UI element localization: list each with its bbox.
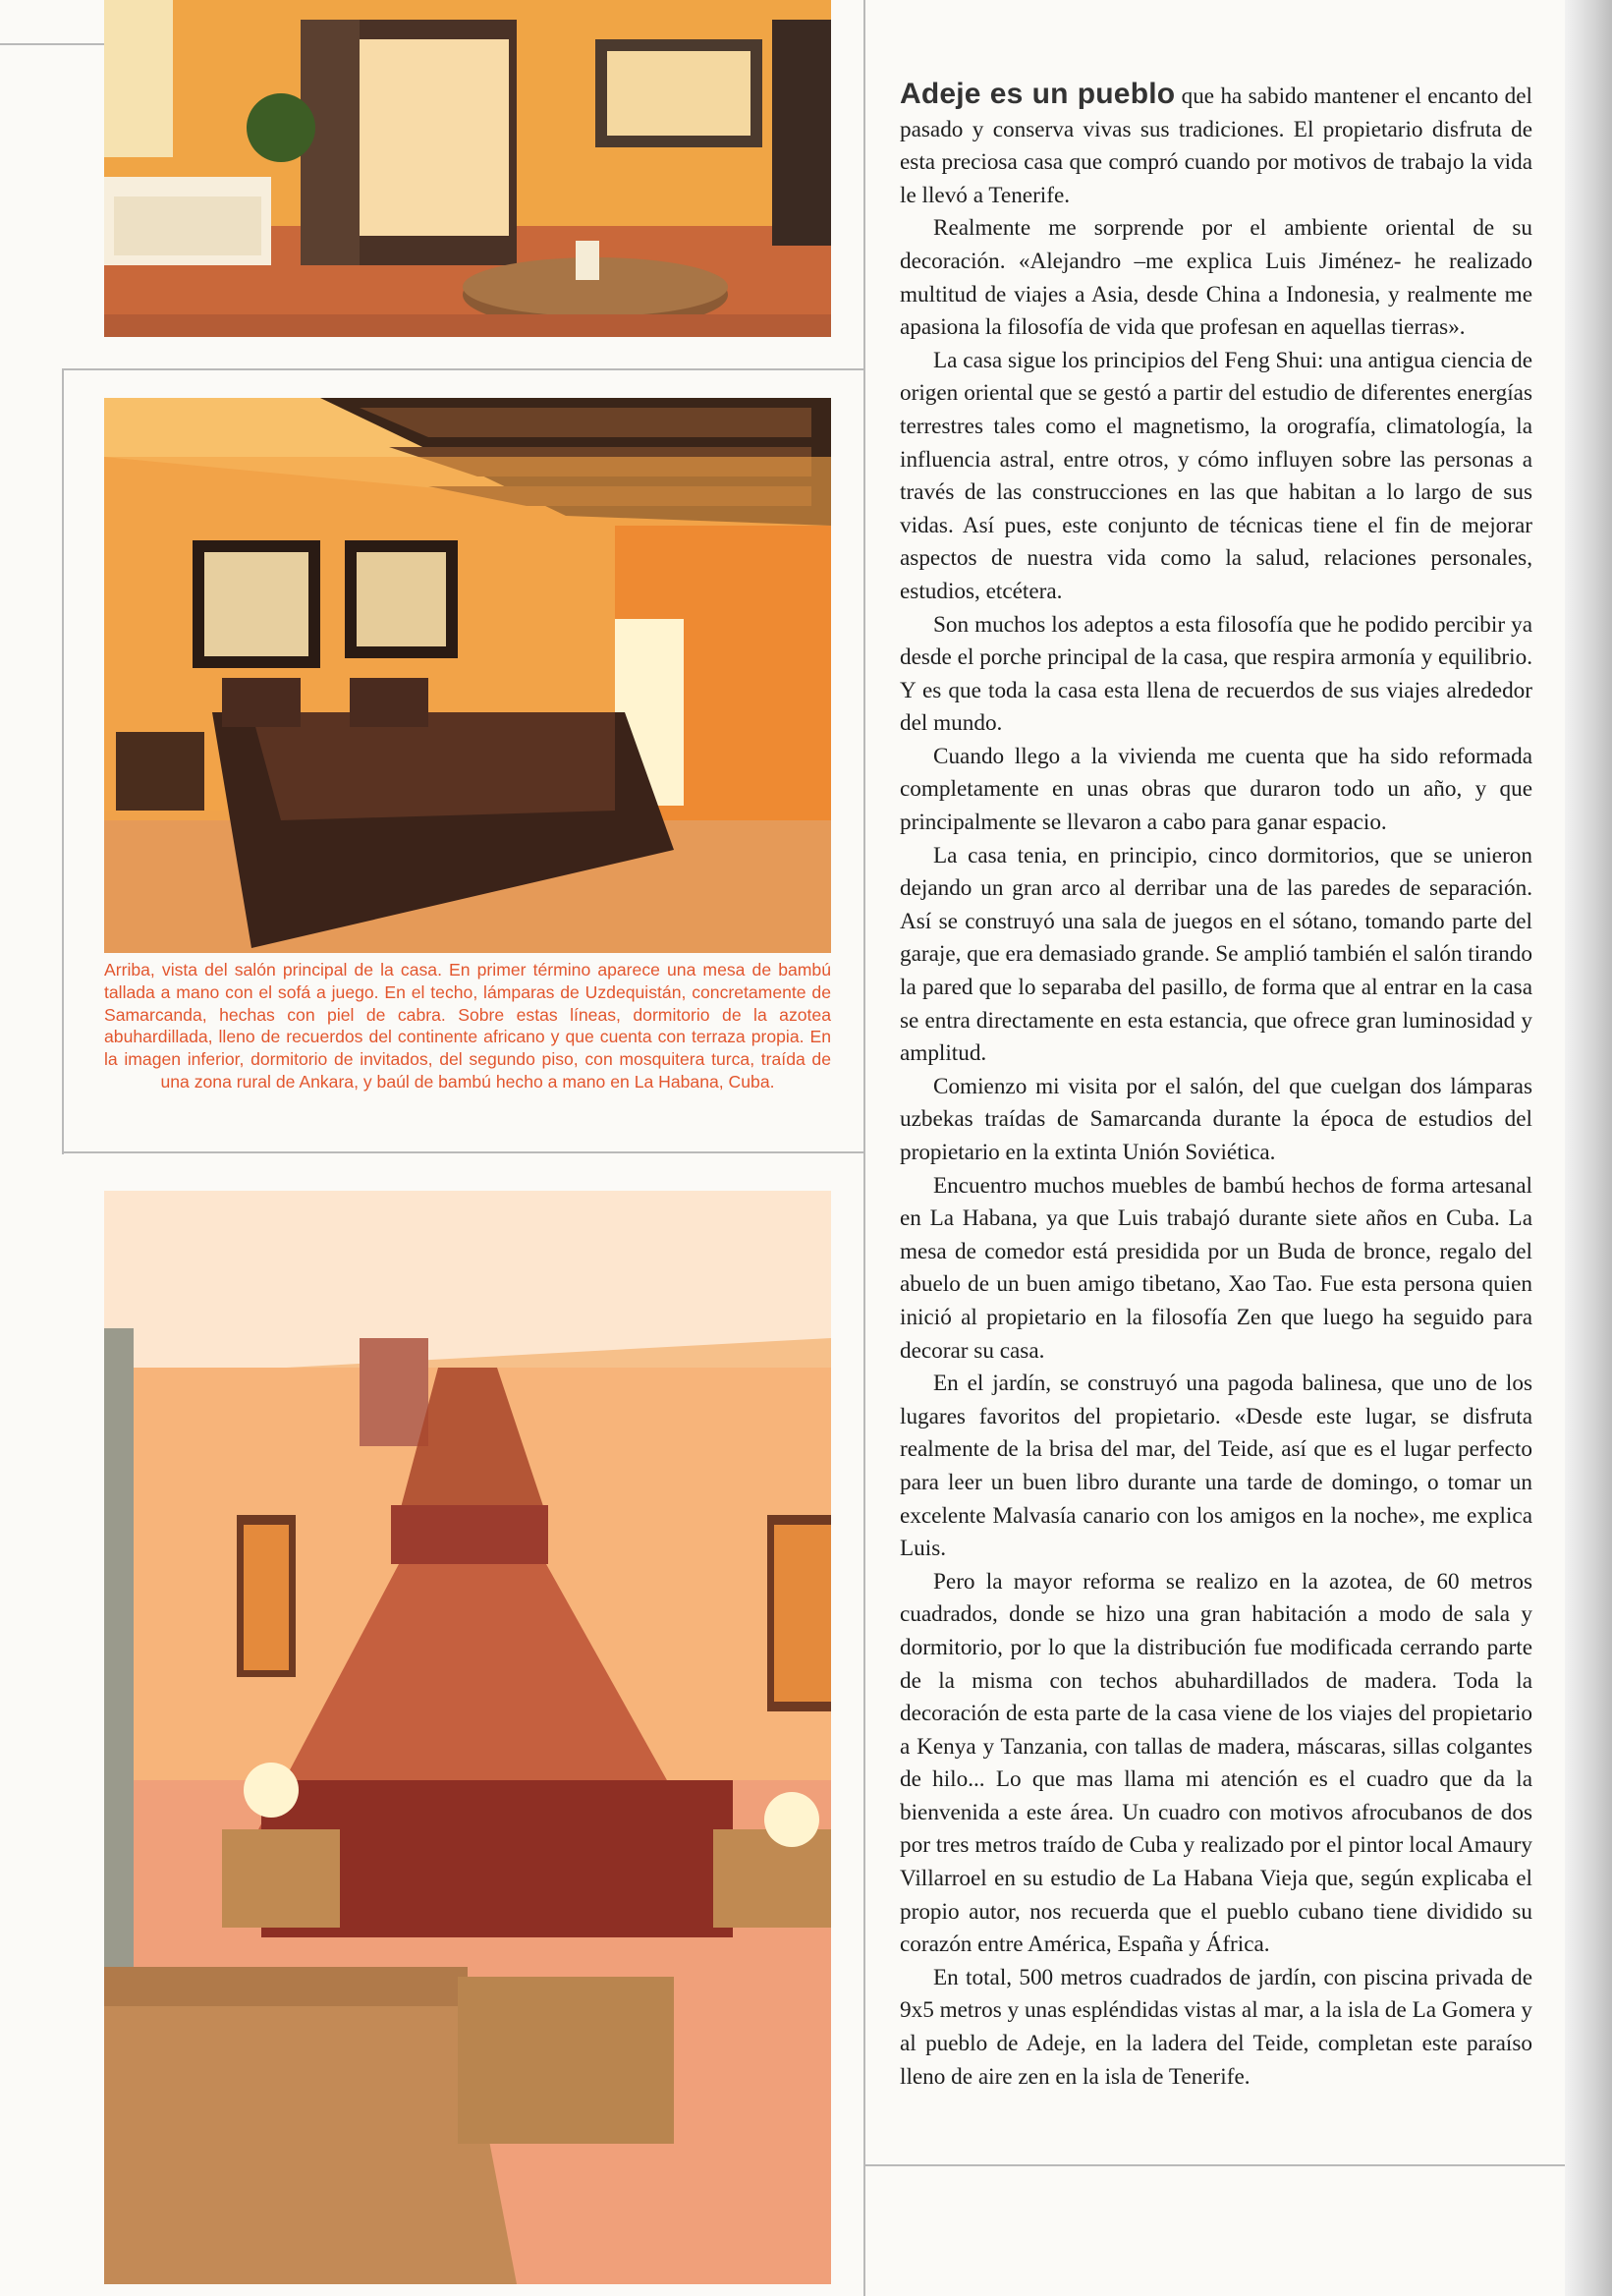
bottom-line [864,2164,1612,2166]
guest-bedroom-photo [104,1191,831,2284]
living-room-photo [104,0,831,337]
article-paragraph: Pero la mayor reforma se realizo en la azotea, de 60 metros cuadrados, donde se hizo una gran habitación a modo de sala y dormitorio, por lo que la distribución fue modificada cerrando parte de la misma con techos abuhardillados de madera. Toda la decoración de esta parte de la casa viene de los viajes del propietario a Kenya y Tanzania, con tallas de madera, máscaras, sillas colgantes de hilo... Lo que mas llama mi atención es el cuadro que da la bienvenida a este área. Un cuadro con motivos afrocubanos de dos por tres metros traído de Cuba y realizado por el pintor local Amaury Villarroel en su estudio de La Habana Vieja que, según explicaba el propio autor, nos recuerda que el pueblo cubano tiene dividido su corazón entre América, España y África. [900,1568,1532,1958]
article-paragraph: Son muchos los adeptos a esta filosofía que he podido percibir ya desde el porche principal de la casa, que respira armonía y equilibrio. Y es que toda la casa esta llena de recuerdos de sus viajes alrededor del mundo. [900,611,1532,737]
left-margin-line [62,368,64,1154]
page-edge-shadow [1565,0,1612,2296]
article-paragraph: En el jardín, se construyó una pagoda balinesa, que uno de los lugares favoritos del propietario. «Desde este lugar, se disfruta realmente de la brisa del mar, del Teide, así que es el lugar perfecto para leer un buen libro durante una tarde de domingo, o tomar un excelente Malvasía canario con los amigos en la noche», me explica Luis. [900,1371,1532,1562]
article-paragraph: La casa tenia, en principio, cinco dormitorios, que se unieron dejando un gran arco al derribar una de las paredes de separación. Así se construyó una sala de juegos en el sótano, tomando parte del garaje, que era demasiado grande. Se amplió también el salón tirando la pared que lo separaba del pasillo, de forma que al entrar en la casa se entra directamente en esta estancia, que ofrece gran luminosidad y amplitud. [900,842,1532,1067]
article-paragraph: En total, 500 metros cuadrados de jardín, con piscina privada de 9x5 metros y unas espléndidas vistas al mar, a la isla de La Gomera y al pueblo de Adeje, en la ladera del Teide, completan este paraíso lleno de aire zen en la isla de Tenerife. [900,1964,1532,2090]
article-body [900,78,1532,2094]
left-column-divider [863,0,865,2296]
photo-caption: Arriba, vista del salón principal de la casa. En primer término aparece una mesa de bambú tallada a mano con el sofá a juego. En el techo, lámparas de Uzdequistán, concretamente de Samarcanda, hechas con piel de cabra. Sobre estas líneas, dormitorio de la azotea abuhardillada, lleno de recuerdos del continente africano y que cuenta con terraza propia. En la imagen inferior, dormitorio de invitados, del segundo piso, con mosquitera turca, traída de una zona rural de Ankara, y baúl de bambú hecho a mano en La Habana, Cuba. [104,960,831,1092]
article-paragraph: Comienzo mi visita por el salón, del que cuelgan dos lámparas uzbekas traídas de Samarcanda durante la época de estudios del propietario en la extinta Unión Soviética. [900,1073,1532,1165]
article-paragraph: Realmente me sorprende por el ambiente oriental de su decoración. «Alejandro –me explica Luis Jiménez- he realizado multitud de viajes a Asia, desde China a Indonesia, y realmente me apasiona la filosofía de vida que profesan en aquellas tierras». [900,215,1532,341]
article-paragraph: Encuentro muchos muebles de bambú hechos de forma artesanal en La Habana, ya que Luis trabajó durante siete años en Cuba. La mesa de comedor está presidida por un Buda de bronce, regalo del abuelo de un buen amigo tibetano, Xao Tao. Fue esta persona quien inició al propietario en la filosofía Zen que luego ha seguido para decorar su casa. [900,1172,1532,1364]
separator-middle [62,1151,863,1153]
attic-bedroom-photo [104,398,831,953]
article-lead: Adeje es un pueblo [900,78,1176,110]
top-left-line [0,43,104,45]
separator-top [62,368,863,370]
article-first-text: que ha sabido mantener el encanto del pasado y conserva vivas sus tradiciones. El propietario disfruta de esta preciosa casa que compró cuando por motivos de trabajo la vida le llevó a Tenerife. [900,84,1533,208]
article-paragraph: La casa sigue los principios del Feng Shui: una antigua ciencia de origen oriental que se gestó a partir del estudio de diferentes energías terrestres tales como el magnetismo, la orografía, climatología, la influencia astral, entre otros, y cómo influyen sobre las personas a través de las construcciones en las que habitan a lo largo de sus vidas. Así pues, este conjunto de técnicas tiene el fin de mejorar aspectos de nuestra vida como la salud, relaciones personales, estudios, etcétera. [900,347,1532,604]
article-paragraph: Cuando llego a la vivienda me cuenta que ha sido reformada completamente en unas obras que duraron todo un año, y que principalmente se llevaron a cabo para ganar espacio. [900,743,1532,836]
article-paragraph [900,78,1532,212]
